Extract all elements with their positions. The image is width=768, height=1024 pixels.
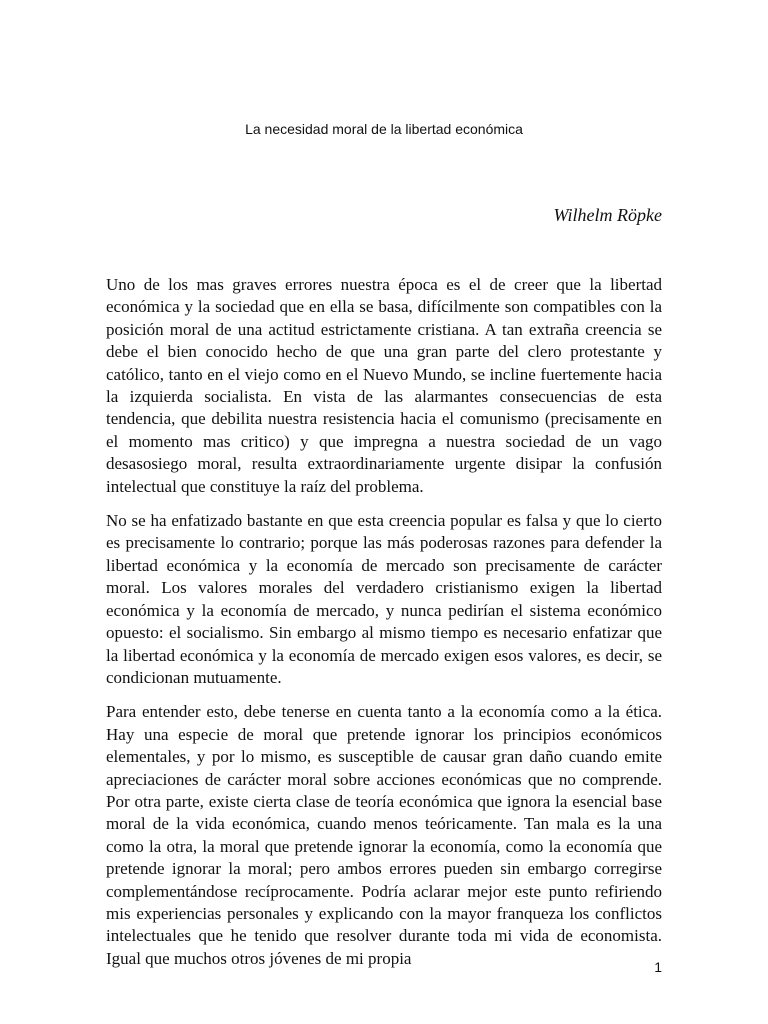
page-number: 1 bbox=[654, 959, 662, 975]
paragraph-3: Para entender esto, debe tenerse en cuenta tanto a la economía como a la ética. Hay una especie de moral que pretende ignorar los principios económicos elementales, y por lo mismo, es susceptible de causar gran daño cuando emite apreciaciones de carácter moral sobre acciones económicas que no comprende. Por otra parte, existe cierta clase de teoría económica que ignora la esencial base moral de la vida económica, cuando menos teóricamente. Tan mala es la una como la otra, la moral que pretende ignorar la economía, como la economía que pretende ignorar la moral; pero ambos errores pueden sin embargo corregirse complementándose recíprocamente. Podría aclarar mejor este punto refiriendo mis experiencias personales y explicando con la mayor franqueza los conflictos intelectuales que he tenido que resolver durante toda mi vida de economista. Igual que muchos otros jóvenes de mi propia bbox=[106, 702, 662, 968]
document-author: Wilhelm Röpke bbox=[553, 205, 662, 225]
document-body bbox=[106, 274, 662, 982]
document-title: La necesidad moral de la libertad económica bbox=[245, 121, 523, 137]
paragraph-1: Uno de los mas graves errores nuestra época es el de creer que la libertad económica y la sociedad que en ella se basa, difícilmente son compatibles con la posición moral de una actitud estrictamente cristiana. A tan extraña creencia se debe el bien conocido hecho de que una gran parte del clero protestante y católico, tanto en el viejo como en el Nuevo Mundo, se incline fuertemente hacia la izquierda socialista. En vista de las alarmantes consecuencias de esta tendencia, que debilita nuestra resistencia hacia el comunismo (precisamente en el momento mas critico) y que impregna a nuestra sociedad de un vago desasosiego moral, resulta extraordinariamente urgente disipar la confusión intelectual que constituye la raíz del problema. bbox=[106, 275, 662, 496]
paragraph-2: No se ha enfatizado bastante en que esta creencia popular es falsa y que lo cierto es precisamente lo contrario; porque las más poderosas razones para defender la libertad económica y la economía de mercado son precisamente de carácter moral. Los valores morales del verdadero cristianismo exigen la libertad económica y la economía de mercado, y nunca pedirían el sistema económico opuesto: el socialismo. Sin embargo al mismo tiempo es necesario enfatizar que la libertad económica y la economía de mercado exigen esos valores, es decir, se condicionan mutuamente. bbox=[106, 511, 662, 687]
